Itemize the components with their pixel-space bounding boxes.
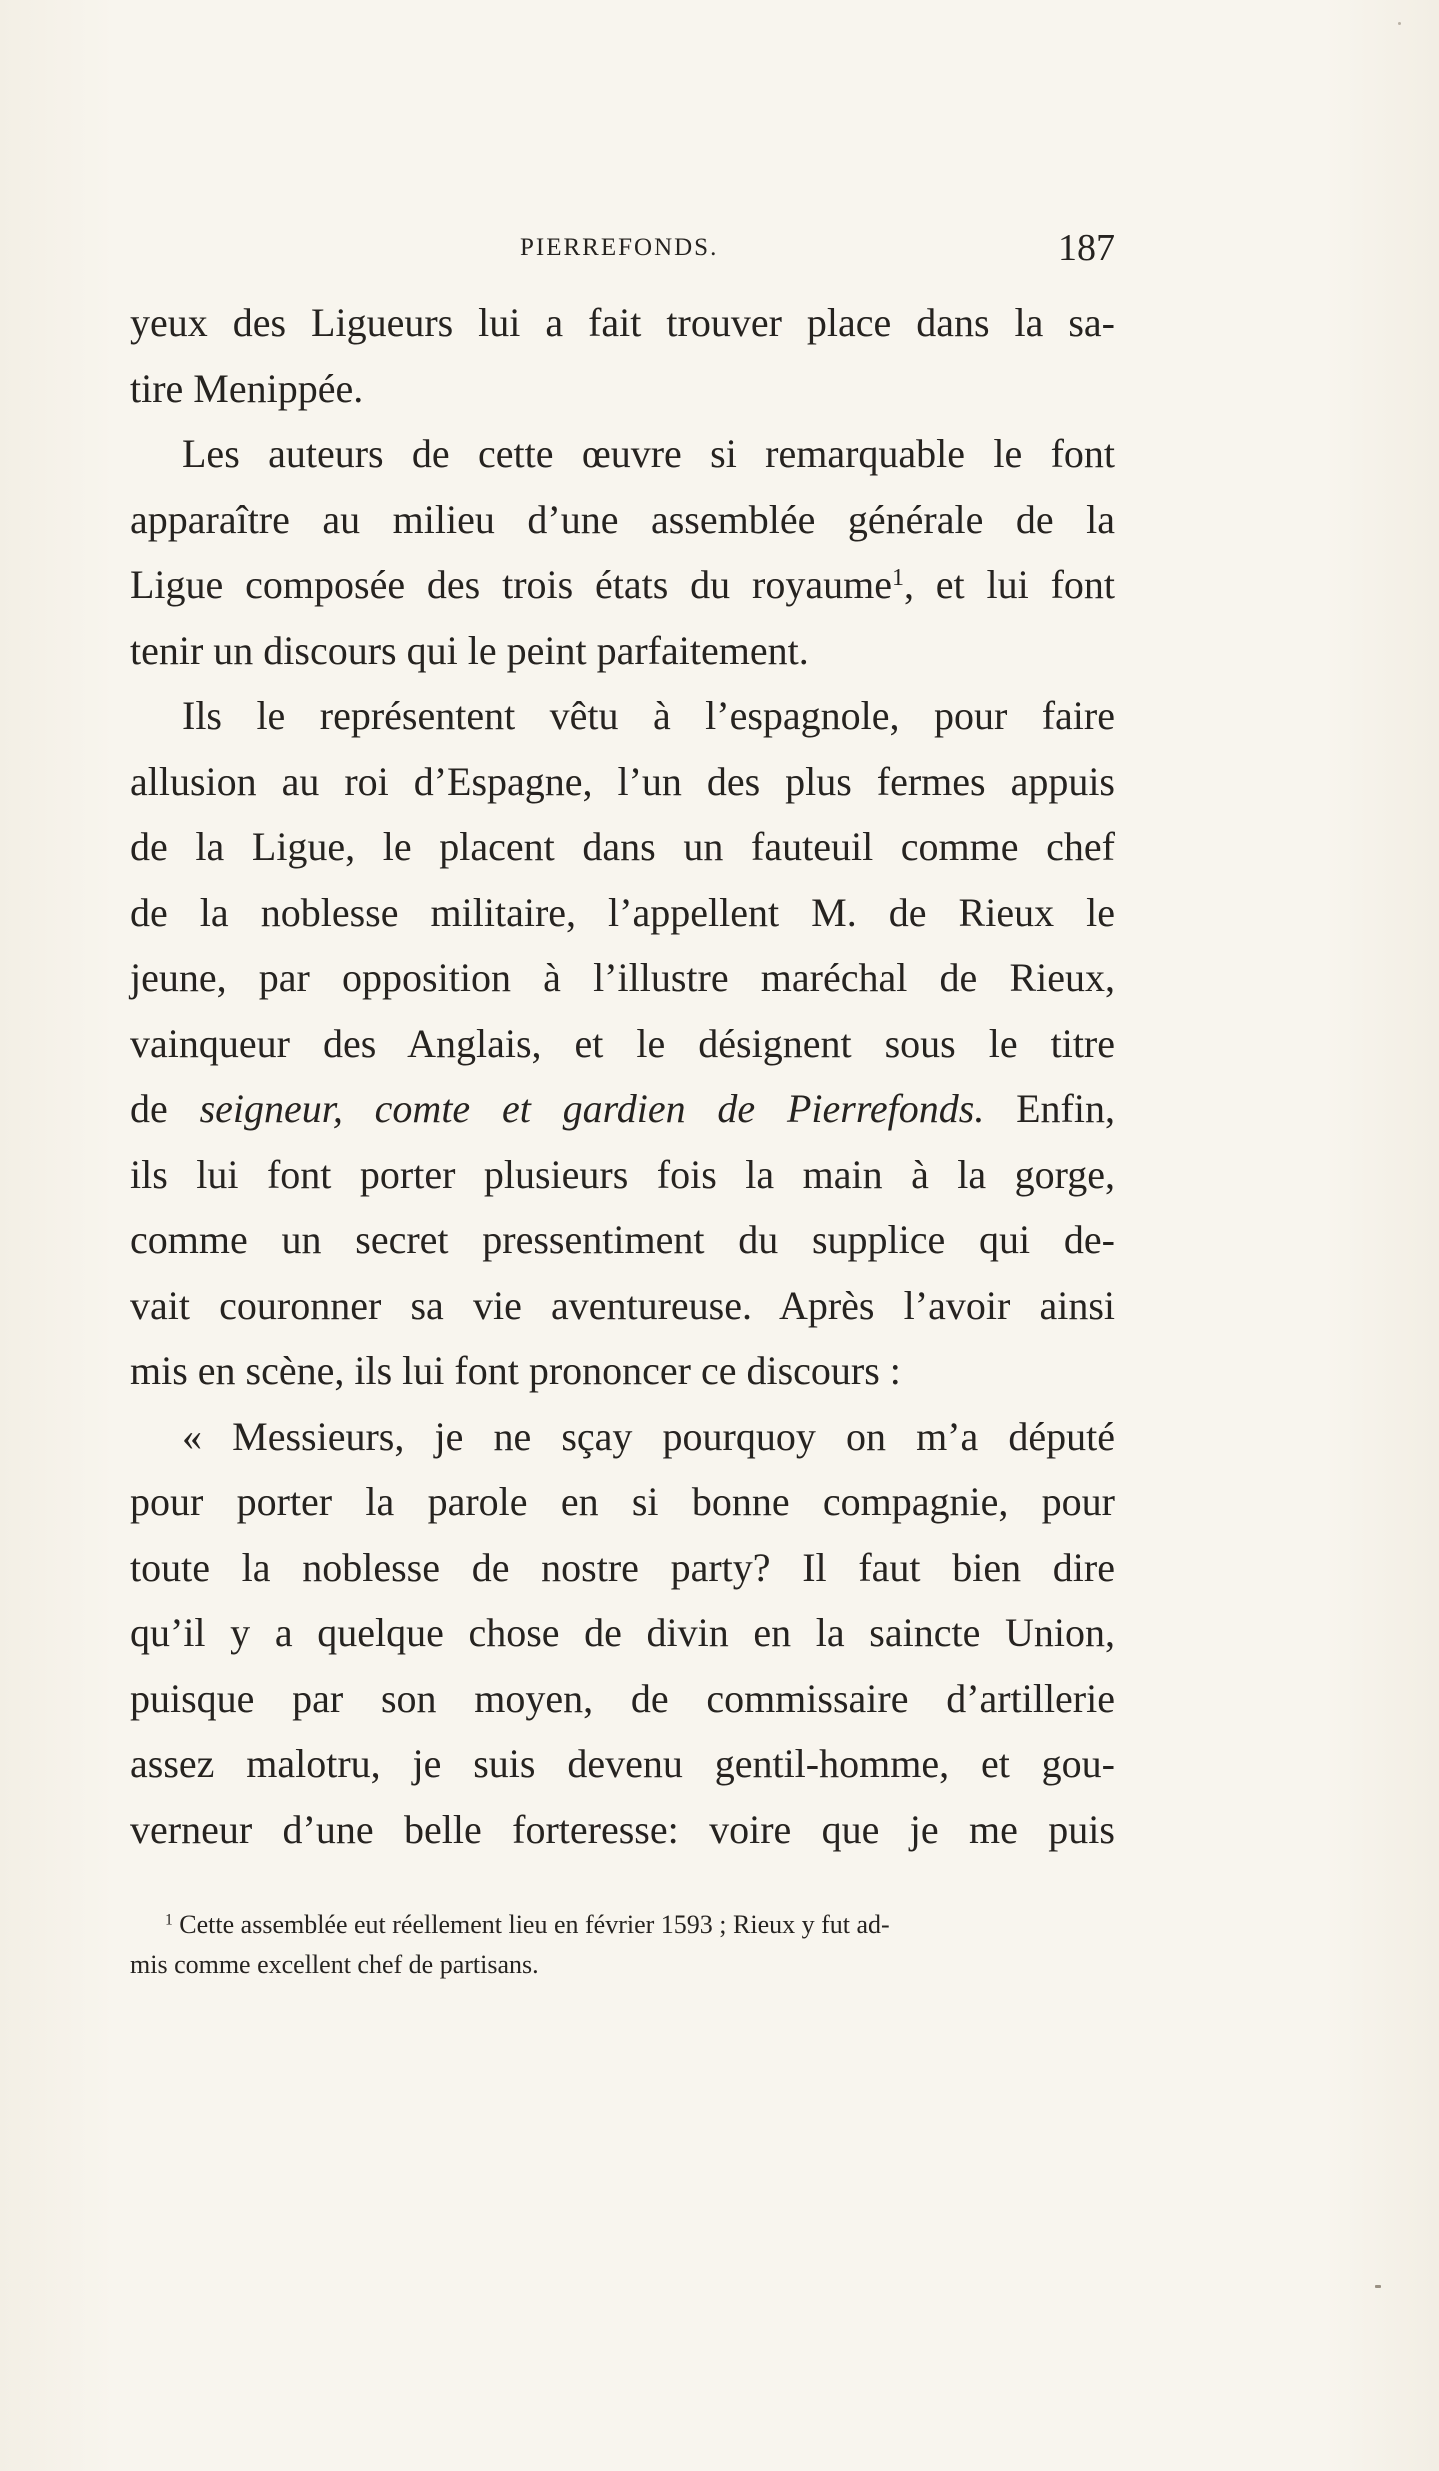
text-line: pour porter la parole en si bonne compagnie, pour [130, 1479, 1115, 1524]
text-fragment: de [130, 1086, 200, 1131]
footnote [130, 1905, 1115, 1985]
footnote-ref: 1 [891, 564, 904, 591]
text-fragment: , et lui font [903, 562, 1115, 607]
footnote-text: Cette assemblée eut réellement lieu en février 1593 ; Rieux y fut ad- [172, 1910, 890, 1939]
text-line: « Messieurs, je ne sçay pourquoy on m’a député [182, 1413, 1115, 1459]
text-line: apparaître au milieu d’une assemblée générale de la [130, 496, 1115, 542]
text-line: Ils le représentent vêtu à l’espagnole, pour faire [182, 693, 1115, 738]
text-fragment: Enfin, [984, 1086, 1115, 1131]
footnote-line: mis comme excellent chef de partisans. [130, 1950, 539, 1979]
text-line [130, 552, 1115, 618]
text-line: puisque par son moyen, de commissaire d’artillerie [130, 1675, 1115, 1721]
running-head [130, 226, 1115, 276]
text-line: vait couronner sa vie aventureuse. Après l’avoir ainsi [130, 1282, 1115, 1328]
text-line: qu’il y a quelque chose de divin en la saincte Union, [130, 1610, 1115, 1655]
text-line: vainqueur des Anglais, et le désignent sous le titre [130, 1020, 1115, 1066]
text-line: ils lui font porter plusieurs fois la main à la gorge, [130, 1151, 1115, 1197]
footnote-marker: 1 [165, 1911, 173, 1929]
paper-speck [1375, 2285, 1381, 2288]
text-line: tenir un discours qui le peint parfaitement. [130, 627, 809, 673]
text-line [130, 1076, 1115, 1142]
text-line: jeune, par opposition à l’illustre maréchal de Rieux, [130, 955, 1115, 1000]
text-line: allusion au roi d’Espagne, l’un des plus fermes appuis [130, 758, 1115, 804]
text-line: yeux des Ligueurs lui a fait trouver place dans la sa- [130, 300, 1115, 345]
text-line: de la noblesse militaire, l’appellent M. de Rieux le [130, 889, 1115, 935]
italic-title: seigneur, comte et gardien de Pierrefonds. [199, 1086, 985, 1131]
text-line: assez malotru, je suis devenu gentil-homme, et gou- [130, 1741, 1115, 1786]
text-line: de la Ligue, le placent dans un fauteuil comme chef [130, 824, 1115, 869]
text-line: comme un secret pressentiment du supplice qui de- [130, 1217, 1115, 1262]
page-number: 187 [1058, 227, 1115, 269]
text-line: Les auteurs de cette œuvre si remarquable le font [182, 431, 1115, 476]
footnote-line [130, 1905, 1115, 1945]
text-line: toute la noblesse de nostre party? Il faut bien dire [130, 1544, 1115, 1590]
text-fragment: Ligue composée des trois états du royaume [130, 562, 892, 607]
running-title: PIERREFONDS. [520, 234, 719, 261]
text-line: verneur d’une belle forteresse: voire que je me puis [130, 1806, 1115, 1852]
paper-speck [1398, 22, 1401, 25]
body-text [130, 290, 1115, 1862]
text-line: mis en scène, ils lui font prononcer ce discours : [130, 1348, 901, 1393]
text-line: tire Menippée. [130, 365, 364, 411]
